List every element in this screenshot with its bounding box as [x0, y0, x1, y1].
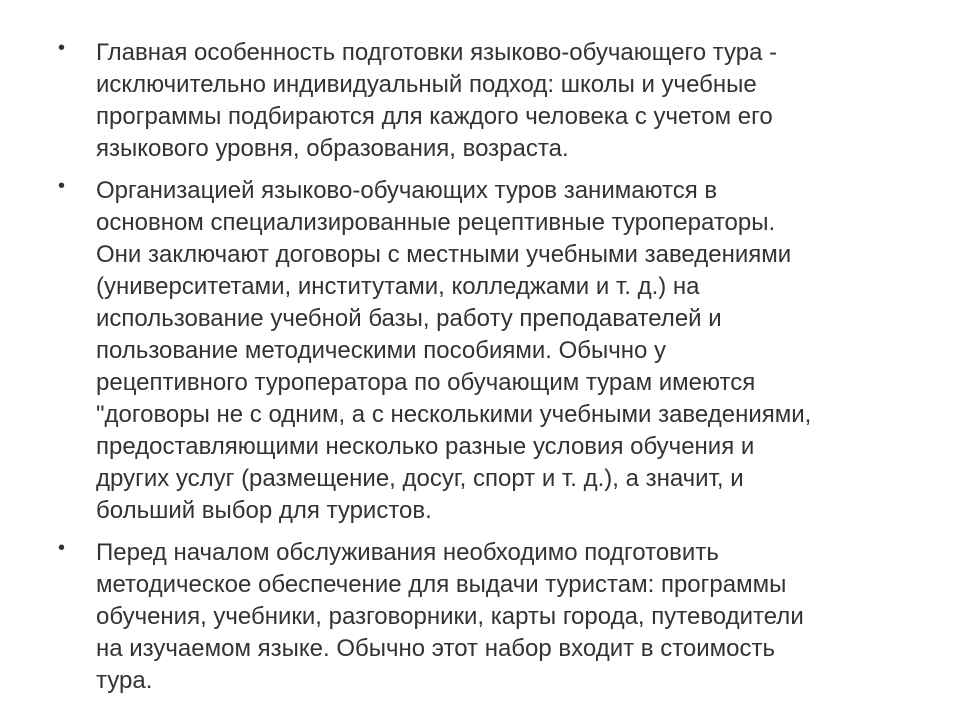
- bullet-text-line: программы подбираются для каждого человека с учетом его: [96, 103, 773, 130]
- bullet-dot-icon: •: [58, 537, 66, 559]
- bullet-text-line: Перед началом обслуживания необходимо подготовить: [96, 539, 719, 566]
- bullet-text-line: тура.: [96, 667, 153, 694]
- bullet-text-line: предоставляющими несколько разные условия обучения и: [96, 433, 755, 460]
- bullet-text-line: больший выбор для туристов.: [96, 497, 432, 524]
- bullet-item: [58, 175, 938, 527]
- bullet-text-line: языкового уровня, образования, возраста.: [96, 135, 569, 162]
- bullet-text-line: Они заключают договоры с местными учебными заведениями: [96, 241, 792, 268]
- bullet-list: [58, 37, 938, 707]
- bullet-text-line: на изучаемом языке. Обычно этот набор входит в стоимость: [96, 635, 776, 662]
- bullet-text-line: других услуг (размещение, досуг, спорт и т. д.), а значит, и: [96, 465, 744, 492]
- bullet-text-line: обучения, учебники, разговорники, карты города, путеводители: [96, 603, 804, 630]
- bullet-dot-icon: •: [58, 37, 66, 59]
- bullet-text-line: пользование методическими пособиями. Обычно у: [96, 337, 667, 364]
- bullet-text-line: исключительно индивидуальный подход: школы и учебные: [96, 71, 757, 98]
- bullet-text-line: "договоры не с одним, а с несколькими учебными заведениями,: [96, 401, 812, 428]
- bullet-text-line: (университетами, институтами, колледжами и т. д.) на: [96, 273, 700, 300]
- bullet-item: [58, 537, 938, 697]
- bullet-text-line: Главная особенность подготовки языково-обучающего тура -: [96, 39, 778, 66]
- bullet-text-line: методическое обеспечение для выдачи туристам: программы: [96, 571, 787, 598]
- bullet-dot-icon: •: [58, 175, 66, 197]
- bullet-text-line: Организацией языково-обучающих туров занимаются в: [96, 177, 718, 204]
- bullet-text-line: основном специализированные рецептивные туроператоры.: [96, 209, 776, 236]
- bullet-item: [58, 37, 938, 165]
- bullet-text-line: использование учебной базы, работу преподавателей и: [96, 305, 722, 332]
- bullet-text-line: рецептивного туроператора по обучающим турам имеются: [96, 369, 756, 396]
